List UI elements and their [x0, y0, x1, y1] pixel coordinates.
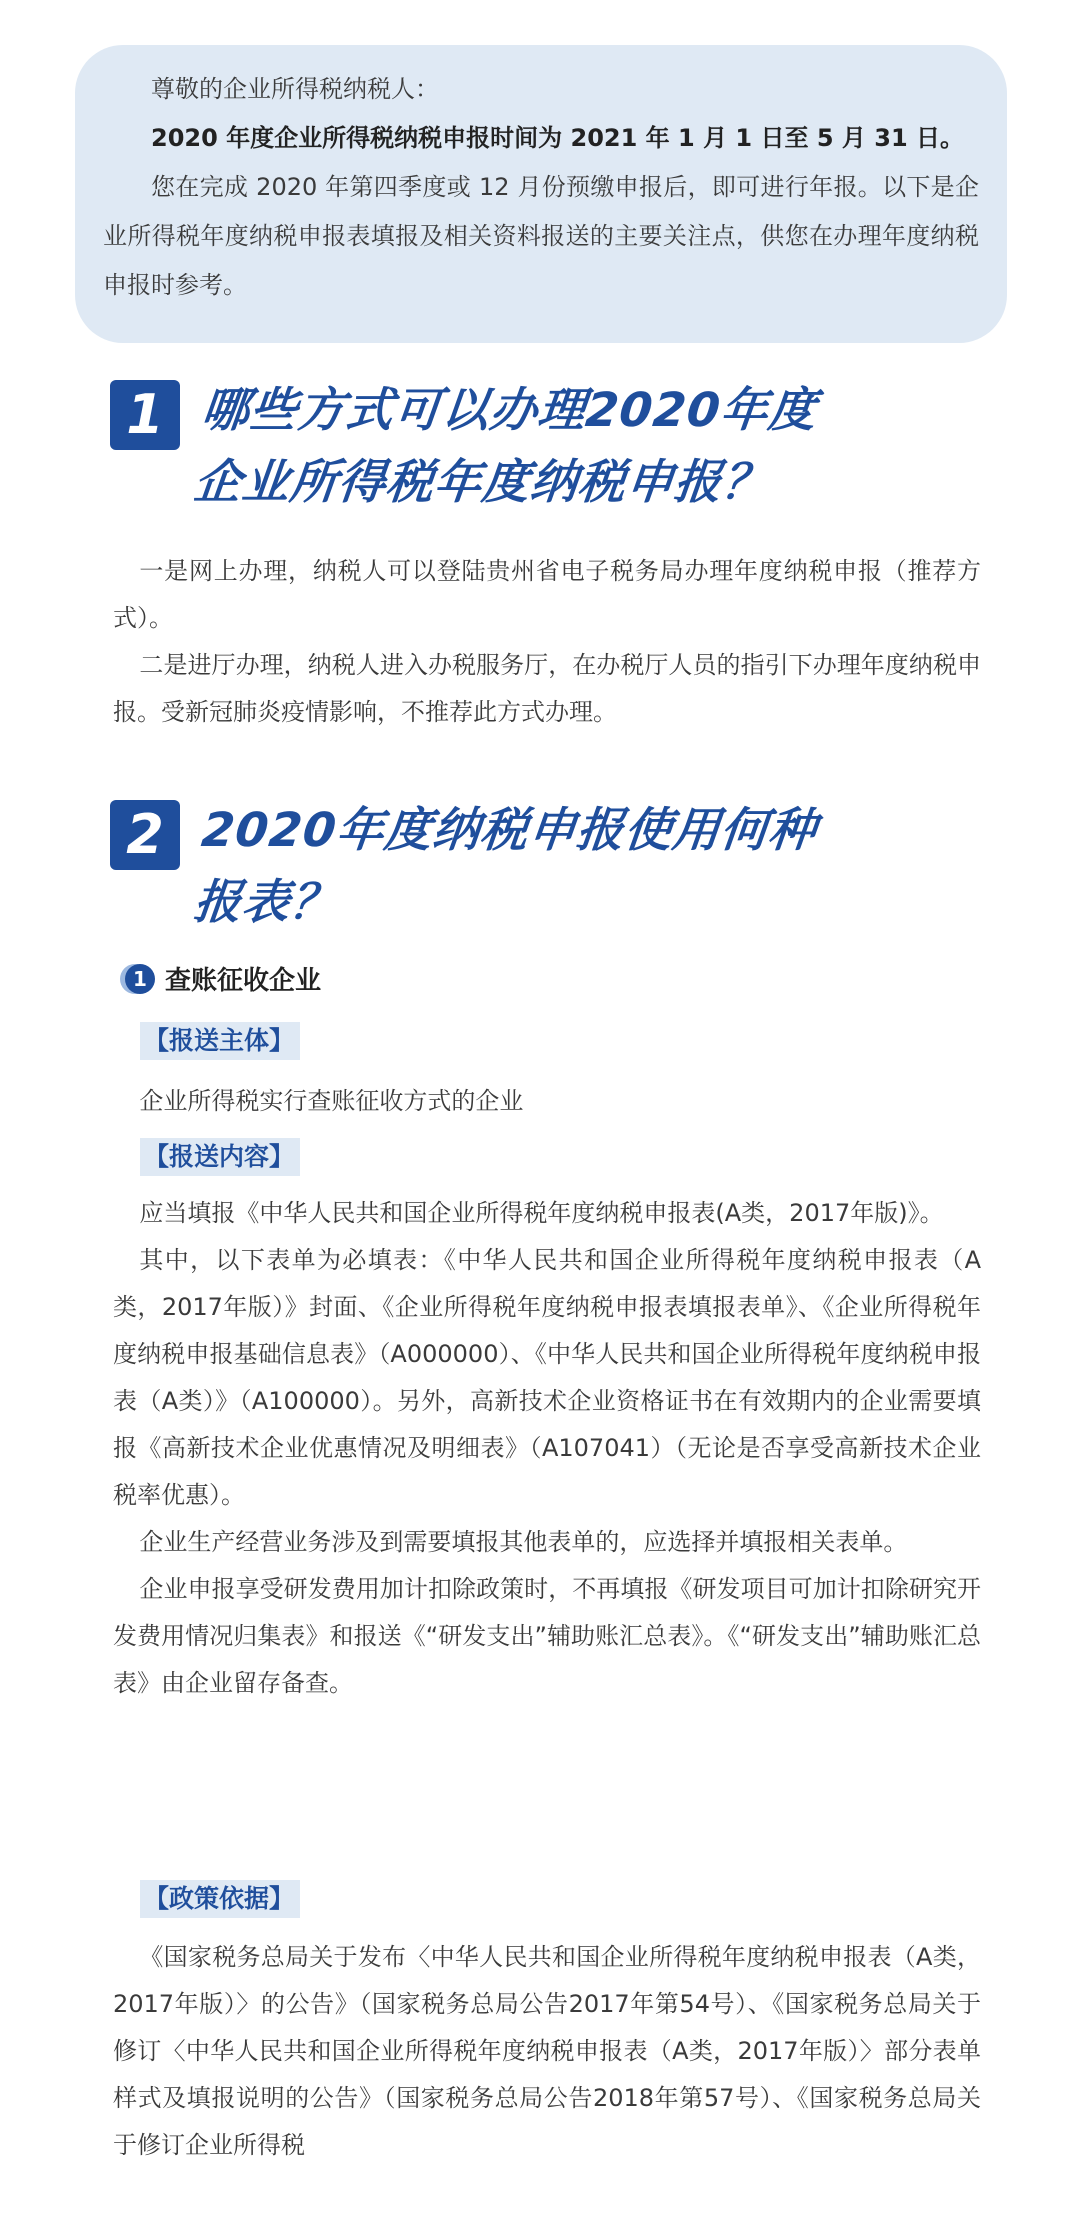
section-2-title: [190, 795, 1080, 939]
notice-box: [75, 45, 1007, 343]
content-paragraph: 应当填报《中华人民共和国企业所得税年度纳税申报表(A类，2017年版)》。: [139, 1199, 944, 1227]
section-2-number: 2: [110, 800, 180, 870]
content-paragraph: 企业生产经营业务涉及到需要填报其他表单的，应选择并填报相关表单。: [139, 1528, 908, 1556]
subject-text: 企业所得税实行查账征收方式的企业: [139, 1087, 524, 1115]
section-1-paragraph: 一是网上办理，纳税人可以登陆贵州省电子税务局办理年度纳税申报（推荐方式）。: [113, 557, 981, 632]
policy-text: 《国家税务总局关于发布〈中华人民共和国企业所得税年度纳税申报表（A类，2017年版）〉的公告》（国家税务总局公告2017年第54号）、《国家税务总局关于修订〈中华人民共和国企业所得税年度纳税申报表（A类，2017年版）〉部分表单样式及填报说明的公告》（国家税务总局公告2018年第57号）、《国家税务总局关于修订企业所得税: [113, 1943, 981, 2159]
notice-intro: 您在完成 2020 年第四季度或 12 月份预缴申报后，即可进行年报。以下是企业所得税年度纳税申报表填报及相关资料报送的主要关注点，供您在办理年度纳税申报时参考。: [103, 173, 979, 299]
subject-text-block: [113, 1078, 981, 1125]
section-1-title-line2: 企业所得税年度纳税申报？: [191, 455, 774, 510]
section-1-title: [190, 375, 1080, 519]
subsection-number-icon: 1: [125, 964, 155, 994]
section-2-title-line1: 2020年度纳税申报使用何种: [198, 803, 820, 858]
tag-policy: 【政策依据】: [140, 1880, 300, 1918]
subsection-1-label: 查账征收企业: [165, 966, 322, 996]
section-2-title-line2: 报表？: [191, 875, 342, 930]
policy-text-block: [113, 1934, 981, 2169]
section-1-number: 1: [110, 380, 180, 450]
section-1-body: [113, 548, 981, 736]
subsection-1-heading: [125, 960, 321, 997]
section-1-title-line1: 哪些方式可以办理2020年度: [198, 383, 820, 438]
content-paragraph: 其中，以下表单为必填表：《中华人民共和国企业所得税年度纳税申报表（A类，2017年版）》封面、《企业所得税年度纳税申报表填报表单》、《企业所得税年度纳税申报基础信息表》（A000000）、《中华人民共和国企业所得税年度纳税申报表（A类）》（A100000）。另外，高新技术企业资格证书在有效期内的企业需要填报《高新技术企业优惠情况及明细表》（A107041）（无论是否享受高新技术企业税率优惠）。: [113, 1246, 981, 1509]
notice-deadline: 2020 年度企业所得税纳税申报时间为 2021 年 1 月 1 日至 5 月 31 日。: [151, 124, 964, 152]
notice-greeting: 尊敬的企业所得税纳税人：: [151, 75, 439, 103]
section-1-paragraph: 二是进厅办理，纳税人进入办税服务厅，在办税厅人员的指引下办理年度纳税申报。受新冠肺炎疫情影响，不推荐此方式办理。: [113, 651, 981, 726]
tag-subject: 【报送主体】: [140, 1022, 300, 1060]
tag-content: 【报送内容】: [140, 1138, 300, 1176]
content-paragraph: 企业申报享受研发费用加计扣除政策时，不再填报《研发项目可加计扣除研究开发费用情况归集表》和报送《“研发支出”辅助账汇总表》。《“研发支出”辅助账汇总表》由企业留存备查。: [113, 1575, 981, 1697]
content-text-block: [113, 1190, 981, 1707]
